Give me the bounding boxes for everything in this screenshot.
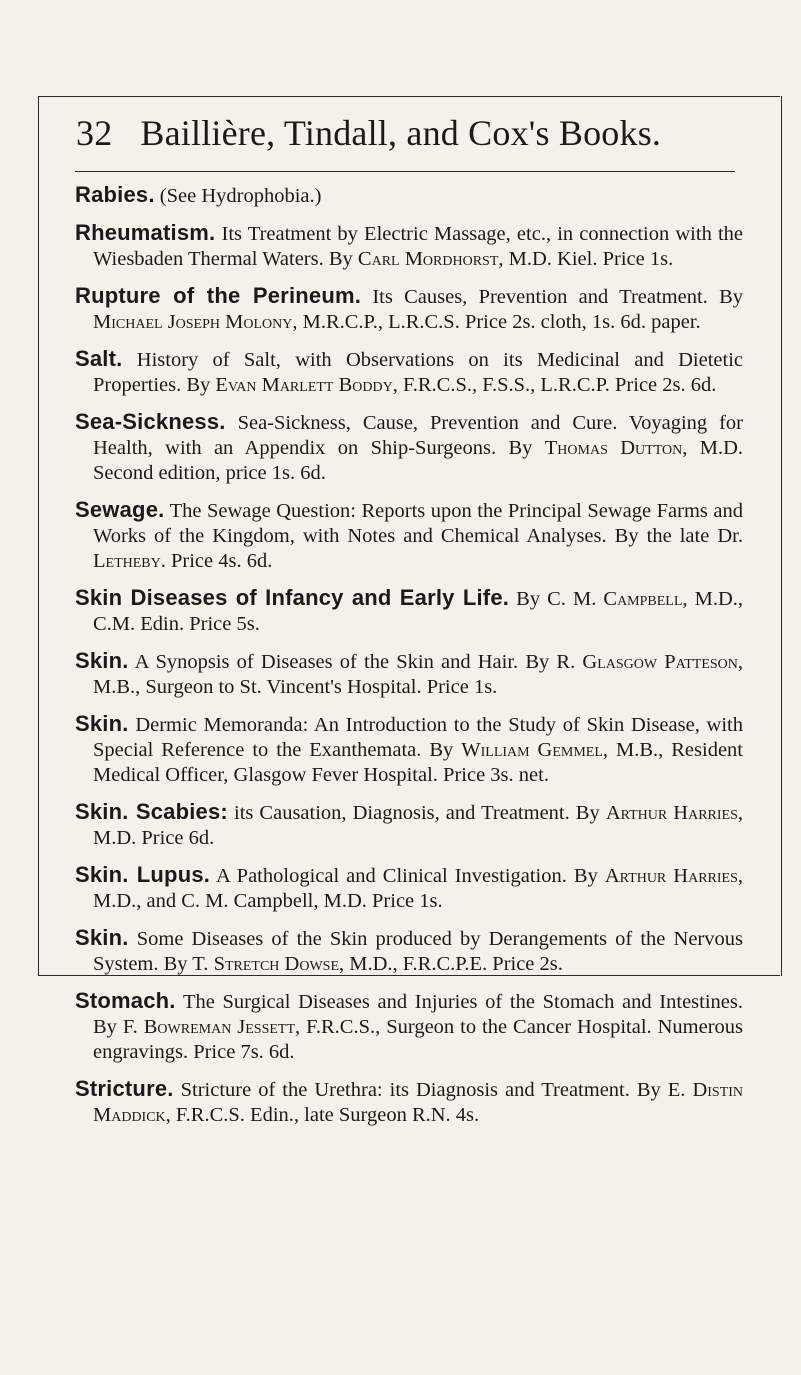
entry-text: The Sewage Question: Reports upon the Principal Sewage Farms and Works of the Kingdom, with Notes and Chemical Analyses. By the late Dr.	[93, 500, 743, 547]
catalogue-entry	[75, 711, 743, 788]
entry-heading: Skin.	[75, 648, 129, 673]
catalogue-entry	[75, 1076, 743, 1128]
catalogue-entries	[75, 182, 743, 1139]
catalogue-entry	[75, 648, 743, 700]
entry-author: Carl Mordhorst,	[357, 248, 504, 270]
entry-text: The Surgical Diseases and Injuries of the Stomach and Intestines. By F.	[93, 991, 743, 1038]
entry-author: Glasgow Patteson,	[582, 651, 744, 673]
entry-text: Dermic Memoranda: An Introduction to the Study of Skin Disease, with Special Reference to the Exanthemata. By	[93, 714, 744, 761]
entry-author: Arthur Harries,	[605, 802, 744, 824]
entry-author: Arthur Harries,	[604, 865, 744, 887]
entry-heading: Sea-Sickness.	[75, 409, 226, 434]
page-number: 32	[76, 113, 113, 153]
entry-heading: Skin Diseases of Infancy and Early Life.	[75, 585, 510, 610]
entry-heading: Skin.	[75, 711, 129, 736]
entry-text: A Pathological and Clinical Investigation. By	[215, 865, 598, 887]
entry-details: M.D. Second edition, price 1s. 6d.	[93, 437, 744, 484]
catalogue-entry	[75, 346, 743, 398]
catalogue-entry	[75, 925, 743, 977]
entry-text: History of Salt, with Observations on its Medicinal and Dietetic Properties. By	[93, 349, 744, 396]
catalogue-entry	[75, 283, 743, 335]
catalogue-entry	[75, 799, 743, 851]
catalogue-entry	[75, 585, 743, 637]
entry-heading: Rheumatism.	[75, 220, 216, 245]
catalogue-entry	[75, 988, 743, 1065]
entry-text: Stricture of the Urethra: its Diagnosis and Treatment. By E.	[180, 1079, 686, 1101]
entry-text: A Synopsis of Diseases of the Skin and Hair. By R.	[134, 651, 576, 673]
catalogue-entry	[75, 220, 743, 272]
entry-author: Evan Marlett Boddy,	[215, 374, 398, 396]
running-head	[76, 112, 661, 154]
entry-details: M.B., Resident Medical Officer, Glasgow Fever Hospital. Price 3s. net.	[93, 739, 743, 786]
entry-details: M.R.C.P., L.R.C.S. Price 2s. cloth, 1s. 6d. paper.	[302, 311, 701, 333]
entry-heading: Skin. Scabies:	[75, 799, 228, 824]
catalogue-entry	[75, 182, 743, 209]
entry-author: Thomas Dutton,	[544, 437, 688, 459]
entry-text: Sea-Sickness, Cause, Prevention and Cure. Voyaging for Health, with an Appendix on Ship-Surgeons. By	[93, 412, 744, 459]
entry-text: Its Causes, Prevention and Treatment. By	[372, 286, 743, 308]
entry-author: Michael Joseph Molony,	[93, 311, 298, 333]
entry-details: F.R.C.S. Edin., late Surgeon R.N. 4s.	[175, 1104, 480, 1126]
entry-details: M.B., Surgeon to St. Vincent's Hospital. Price 1s.	[93, 676, 498, 698]
entry-heading: Skin. Lupus.	[75, 862, 211, 887]
top-rule	[38, 96, 780, 97]
entry-author: Distin Maddick,	[93, 1079, 744, 1126]
entry-details: M.D., and C. M. Campbell, M.D. Price 1s.	[93, 890, 443, 912]
entry-text: Some Diseases of the Skin produced by Derangements of the Nervous System. By T.	[93, 928, 743, 975]
entry-heading: Salt.	[75, 346, 123, 371]
entry-text: By C. M.	[516, 588, 597, 610]
entry-text: Its Treatment by Electric Massage, etc., in connection with the Wiesbaden Thermal Waters. By	[93, 223, 743, 270]
header-rule	[75, 171, 735, 172]
entry-author: William Gemmel,	[461, 739, 609, 761]
entry-heading: Rupture of the Perineum.	[75, 283, 362, 308]
entry-heading: Skin.	[75, 925, 129, 950]
entry-heading: Rabies.	[75, 182, 155, 207]
entry-heading: Sewage.	[75, 497, 165, 522]
entry-author: Bowreman Jessett,	[143, 1016, 301, 1038]
entry-heading: Stomach.	[75, 988, 176, 1013]
entry-author: Letheby.	[93, 550, 166, 572]
entry-author: Campbell,	[603, 588, 688, 610]
entry-details: M.D. Price 6d.	[93, 827, 215, 849]
entry-details: M.D. Kiel. Price 1s.	[508, 248, 674, 270]
publisher-title: Baillière, Tindall, and Cox's Books.	[140, 113, 662, 153]
entry-details: F.R.C.S., F.S.S., L.R.C.P. Price 2s. 6d.	[402, 374, 717, 396]
catalogue-entry	[75, 862, 743, 914]
entry-heading: Stricture.	[75, 1076, 174, 1101]
entry-details: Price 4s. 6d.	[171, 550, 273, 572]
entry-text: its Causation, Diagnosis, and Treatment. By	[234, 802, 600, 824]
entry-details: M.D., F.R.C.P.E. Price 2s.	[349, 953, 563, 975]
catalogue-entry	[75, 497, 743, 574]
entry-author: Stretch Dowse,	[213, 953, 345, 975]
catalogue-entry	[75, 409, 743, 486]
entry-text: (See Hydrophobia.)	[159, 185, 322, 207]
entry-details: M.D., C.M. Edin. Price 5s.	[93, 588, 744, 635]
entry-details: F.R.C.S., Surgeon to the Cancer Hospital. Numerous engravings. Price 7s. 6d.	[93, 1016, 744, 1063]
